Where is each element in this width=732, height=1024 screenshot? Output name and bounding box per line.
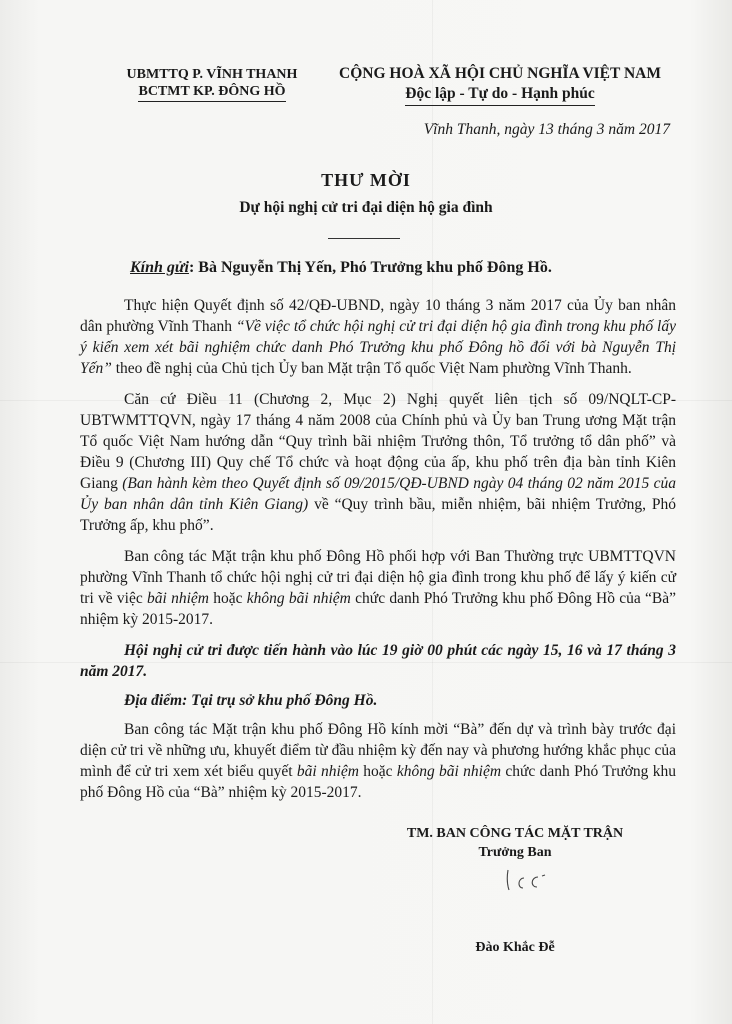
recipient-line	[130, 259, 552, 277]
text-run-italic: không bãi nhiệm	[246, 590, 351, 607]
org-line-1: UBMTTQ P. VĨNH THANH	[126, 67, 298, 82]
issuing-organization	[112, 66, 312, 102]
text-run: về “Quy trình bầu, miễn nhiệm, bãi nhiệm Trưởng, Phó Trưởng ấp, khu phố”.	[80, 496, 676, 534]
paragraph-decision	[80, 295, 676, 379]
text-run: Thực hiện Quyết định số 42/QĐ-UBND, ngày 10 tháng 3 năm 2017 của Ủy ban nhân dân phường Vĩnh Thanh	[80, 297, 676, 335]
text-run-italic: không bãi nhiệm	[396, 763, 502, 780]
signer-role: Trưởng Ban	[478, 845, 552, 860]
paragraph-meeting-time: Hội nghị cử tri được tiến hành vào lúc 19 giờ 00 phút các ngày 15, 16 và 17 tháng 3 năm 2017.	[80, 642, 676, 680]
signing-organization: TM. BAN CÔNG TÁC MẶT TRẬN	[406, 826, 624, 841]
text-run: Ban công tác Mặt trận khu phố Đông Hồ kính mời “Bà” đến dự và trình bày trước đại diện cử tri về những ưu, khuyết điểm từ đầu nhiệm kỳ đến nay và phương hướng khắc phục của mình để cử tri xem xét biểu quyết	[80, 721, 676, 780]
signature-block	[360, 826, 670, 861]
paragraph-organization	[80, 546, 676, 630]
document-title: THƯ MỜI	[321, 170, 411, 190]
text-run: chức danh Phó Trưởng khu phố Đông Hồ của “Bà” nhiệm kỳ 2015-2017.	[80, 763, 677, 801]
text-run-italic: “Về việc tổ chức hội nghị cử tri đại diện hộ gia đình trong khu phố lấy ý kiến xem xét bãi nghiệm chức danh Phó Trưởng khu phố Đông hồ đối với bà Nguyễn Thị Yến”	[80, 318, 676, 377]
paragraph-legal-basis	[80, 389, 676, 536]
country-name: CỘNG HOÀ XÃ HỘI CHỦ NGHĨA VIỆT NAM	[339, 65, 661, 82]
text-run: hoặc	[358, 763, 397, 780]
recipient-text: : Bà Nguyễn Thị Yến, Phó Trưởng khu phố Đông Hồ.	[188, 259, 552, 276]
paragraph-location: Địa điểm: Tại trụ sở khu phố Đông Hồ.	[124, 692, 378, 709]
text-run: Căn cứ Điều 11 (Chương 2, Mục 2) Nghị quyết liên tịch số 09/NQLT-CP-UBTWMTTQVN, ngày 17 tháng 4 năm 2008 của Chính phủ và Ủy ban Trung ương Mặt trận Tổ quốc Việt Nam hướng dẫn “Quy trình bãi nhiệm Trưởng thôn, Tổ trưởng tổ dân phố” và Điều 9 (Chương III) Quy chế Tổ chức và hoạt động của ấp, khu phố trên địa bàn tỉnh Kiên Giang	[80, 391, 676, 492]
paragraph-invitation	[80, 719, 676, 803]
signer-name: Đào Khắc Đễ	[475, 940, 555, 955]
national-motto	[328, 64, 672, 106]
title-divider	[328, 238, 400, 239]
text-run: hoặc	[208, 590, 247, 607]
text-run: chức danh Phó Trưởng khu phố Đông Hồ của “Bà” nhiệm kỳ 2015-2017.	[80, 590, 676, 628]
text-run-italic: (Ban hành kèm theo Quyết định số 09/2015/QĐ-UBND ngày 04 tháng 02 năm 2015 của Ủy ban nhân dân tỉnh Kiên Giang)	[80, 475, 676, 513]
recipient-label: Kính gửi	[130, 259, 189, 276]
text-run: theo đề nghị của Chủ tịch Ủy ban Mặt trận Tổ quốc Việt Nam phường Vĩnh Thanh.	[111, 360, 632, 377]
document-subtitle: Dự hội nghị cử tri đại diện hộ gia đình	[239, 199, 493, 216]
letter-body	[80, 295, 676, 813]
date-line: Vĩnh Thanh, ngày 13 tháng 3 năm 2017	[423, 121, 670, 138]
motto: Độc lập - Tự do - Hạnh phúc	[405, 84, 594, 106]
text-run: Ban công tác Mặt trận khu phố Đông Hồ phối hợp với Ban Thường trực UBMTTQVN phường Vĩnh Thanh tổ chức hội nghị cử tri đại diện hộ gia đình trong khu phố để lấy ý kiến cử tri về việc	[80, 548, 676, 607]
handwritten-signature	[502, 866, 552, 896]
text-run-italic: bãi nhiệm	[147, 590, 209, 607]
org-line-2: BCTMT KP. ĐÔNG HỒ	[138, 83, 285, 102]
text-run-italic: bãi nhiệm	[296, 763, 359, 780]
